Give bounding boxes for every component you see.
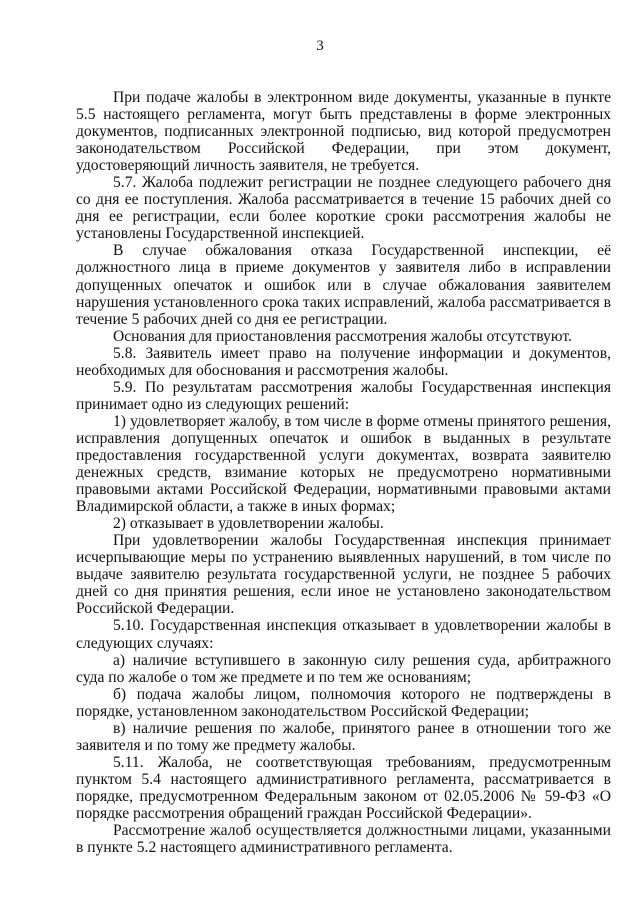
paragraph-5-11-nonconforming: 5.11. Жалоба, не соответствующая требованиям, предусмотренным пунктом 5.4 настоящего административного регламента, рассматривается в порядке, предусмотренном Федеральным законом от 02.05.2006 № 59-ФЗ «О порядке рассмотрения обращений граждан Российской Федерации». [76,753,611,822]
paragraph-decision-1-satisfy: 1) удовлетворяет жалобу, в том числе в форме отмены принятого решения, исправления допущенных опечаток и ошибок в выданных в результате предоставления государственной услуги документах, возврата заявителю денежных средств, взимание которых не предусмотрено нормативными правовыми актами Российской Федерации, нормативными правовыми актами Владимирской области, а также в иных формах; [76,412,611,516]
paragraph-remedy-measures: При удовлетворении жалобы Государственная инспекция принимает исчерпывающие меры по устранению выявленных нарушений, в том числе по выдаче заявителю результата государственной услуги, не позднее 5 рабочих дней со дня принятия решения, если иное не установлено законодательством Российской Федерации. [76,532,611,618]
page-number: 3 [316,38,324,54]
document-body [76,89,611,856]
paragraph-review-officials: Рассмотрение жалоб осуществляется должностными лицами, указанными в пункте 5.2 настоящего административного регламента. [76,822,611,857]
paragraph-5-7-registration: 5.7. Жалоба подлежит регистрации не позднее следующего рабочего дня со дня ее поступления. Жалоба рассматривается в течение 15 рабочих дней со дня ее регистрации, если более короткие сроки рассмотрения жалобы не установлены Государственной инспекцией. [76,174,611,243]
paragraph-case-b-no-authority: б) подача жалобы лицом, полномочия которого не подтверждены в порядке, установленном законодательством Российской Федерации; [76,685,611,720]
paragraph-electronic-submission: При подаче жалобы в электронном виде документы, указанные в пункте 5.5 настоящего регламента, могут быть представлены в форме электронных документов, подписанных электронной подписью, вид которой предусмотрен законодательством Российской Федерации, при этом документ, удостоверяющий личность заявителя, не требуется. [76,89,611,175]
paragraph-refusal-appeal: В случае обжалования отказа Государственной инспекции, её должностного лица в приеме документов у заявителя либо в исправлении допущенных опечаток и ошибок или в случае обжалования заявителем нарушения установленного срока таких исправлений, жалоба рассматривается в течение 5 рабочих дней со дня ее регистрации. [76,242,611,328]
paragraph-5-8-right-to-info: 5.8. Заявитель имеет право на получение информации и документов, необходимых для обоснования и рассмотрения жалобы. [76,344,611,379]
paragraph-5-10-refusal-cases: 5.10. Государственная инспекция отказывает в удовлетворении жалобы в следующих случаях: [76,617,611,652]
paragraph-case-a-court-decision: а) наличие вступившего в законную силу решения суда, арбитражного суда по жалобе о том же предмете и по тем же основаниям; [76,651,611,686]
paragraph-decision-2-refuse: 2) отказывает в удовлетворении жалобы. [113,515,384,533]
paragraph-5-9-decisions: 5.9. По результатам рассмотрения жалобы Государственная инспекция принимает одно из следующих решений: [76,378,611,413]
paragraph-no-suspension: Основания для приостановления рассмотрения жалобы отсутствуют. [113,327,572,345]
paragraph-case-c-prior-decision: в) наличие решения по жалобе, принятого ранее в отношении того же заявителя и по тому же предмету жалобы. [76,719,611,754]
